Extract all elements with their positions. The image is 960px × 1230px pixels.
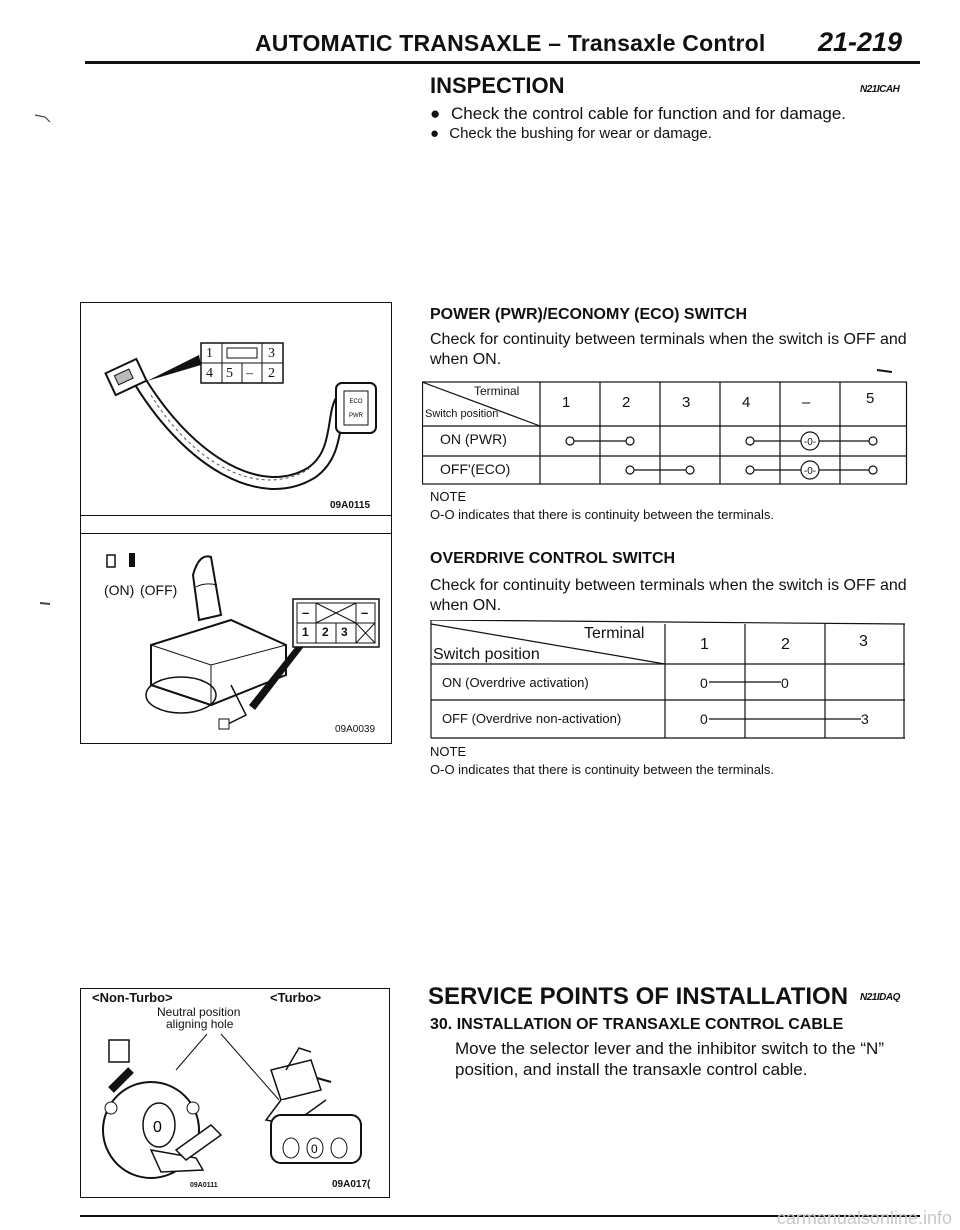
inspection-code: N21ICAH [860,84,900,95]
fig3-non-turbo-label: <Non-Turbo> [92,990,173,1005]
power-note-text: O-O indicates that there is continuity between the terminals. [430,507,774,522]
figure-divider-1 [80,515,392,516]
overdrive-text: Check for continuity between terminals when the switch is OFF and when ON. [430,577,907,614]
fig1-pin-3: 3 [268,346,275,361]
fig2-code: 09A0039 [335,724,376,735]
inspection-item-2-text: Check the bushing for wear or damage. [449,125,712,142]
service-sub-heading: 30. INSTALLATION OF TRANSAXLE CONTROL CABLE [430,1016,844,1033]
fig2-on-label: (ON) [104,582,135,598]
inhibitor-switch-illustration [81,1030,387,1180]
fig3-code-right: 09A017( [332,1179,371,1190]
inspection-item-1 [430,104,846,124]
power-table-corner-switch: Switch position [425,408,499,420]
svg-text:-0-: -0- [803,437,817,448]
service-heading: SERVICE POINTS OF INSTALLATION [428,983,849,1010]
fig2-off-label: (OFF) [140,582,178,598]
overdrive-on-start: 0 [700,675,708,691]
inspection-item-2 [430,125,712,142]
svg-text:ECO: ECO [349,399,363,405]
power-table-col-dash: – [802,394,811,411]
overdrive-note-heading: NOTE [430,744,467,759]
fig2-pin-1: 1 [302,625,309,639]
power-switch-illustration [81,303,390,514]
fig3-code-left: 09A0111 [190,1182,218,1189]
power-table-col-5: 5 [866,390,875,407]
page-header-title: AUTOMATIC TRANSAXLE – Transaxle Control [255,30,766,56]
fig2-pin-dash-left: – [302,605,310,620]
overdrive-table-corner-terminal: Terminal [584,625,645,642]
power-note-heading: NOTE [430,489,467,504]
power-table-row-on: ON (PWR) [440,431,507,447]
svg-text:0: 0 [311,1142,318,1156]
watermark: carmanualsonline.info [776,1208,952,1228]
overdrive-off-end: 3 [861,711,869,727]
overdrive-heading: OVERDRIVE CONTROL SWITCH [430,550,676,567]
service-text: Move the selector lever and the inhibitor switch to the “N” position, and install the transaxle control cable. [455,1039,884,1079]
fig2-pin-2: 2 [322,625,329,639]
svg-text:0: 0 [153,1119,162,1136]
fig3-neutral-label-2: aligning hole [166,1017,234,1031]
power-table-col-4: 4 [742,394,751,411]
fig1-pin-4: 4 [206,366,213,381]
overdrive-table-col-2: 2 [781,636,790,653]
fig1-code: 09A0115 [330,500,371,511]
page-number: 21-219 [818,27,903,57]
inspection-heading: INSPECTION [430,73,565,98]
power-table-col-1: 1 [562,394,571,411]
overdrive-table-row-off: OFF (Overdrive non-activation) [442,711,622,726]
power-table-corner-terminal: Terminal [474,384,520,398]
overdrive-table-row-on: ON (Overdrive activation) [442,675,589,690]
bullet-icon: ● [430,104,441,123]
power-switch-heading: POWER (PWR)/ECONOMY (ECO) SWITCH [430,306,748,323]
fig1-pin-1: 1 [206,346,213,361]
power-table-row-off: OFF'(ECO) [440,461,511,477]
overdrive-note-text: O-O indicates that there is continuity between the terminals. [430,762,774,777]
fig2-pin-3: 3 [341,625,348,639]
power-switch-text: Check for continuity between terminals when the switch is OFF and when ON. [430,331,907,368]
overdrive-table-col-3: 3 [859,633,868,650]
overdrive-on-end: 0 [781,675,789,691]
figure-divider-2 [80,533,392,534]
svg-text:PWR: PWR [349,413,363,419]
power-table-col-3: 3 [682,394,691,411]
fig3-neutral-label-1: Neutral position [157,1005,241,1019]
svg-text:-0-: -0- [803,466,817,477]
fig1-pin-dash: – [246,366,253,381]
overdrive-off-start: 0 [700,711,708,727]
fig1-pin-2: 2 [268,366,275,381]
bullet-icon: ● [430,125,440,142]
service-code: N21IDAQ [860,992,900,1003]
fig2-pin-dash-right: – [361,605,369,620]
overdrive-table-corner-switch: Switch position [433,646,540,663]
fig3-turbo-label: <Turbo> [270,990,322,1005]
inspection-item-1-text: Check the control cable for function and for damage. [451,104,847,123]
fig1-pin-5: 5 [226,366,233,381]
overdrive-table-col-1: 1 [700,636,709,653]
power-table-col-2: 2 [622,394,631,411]
